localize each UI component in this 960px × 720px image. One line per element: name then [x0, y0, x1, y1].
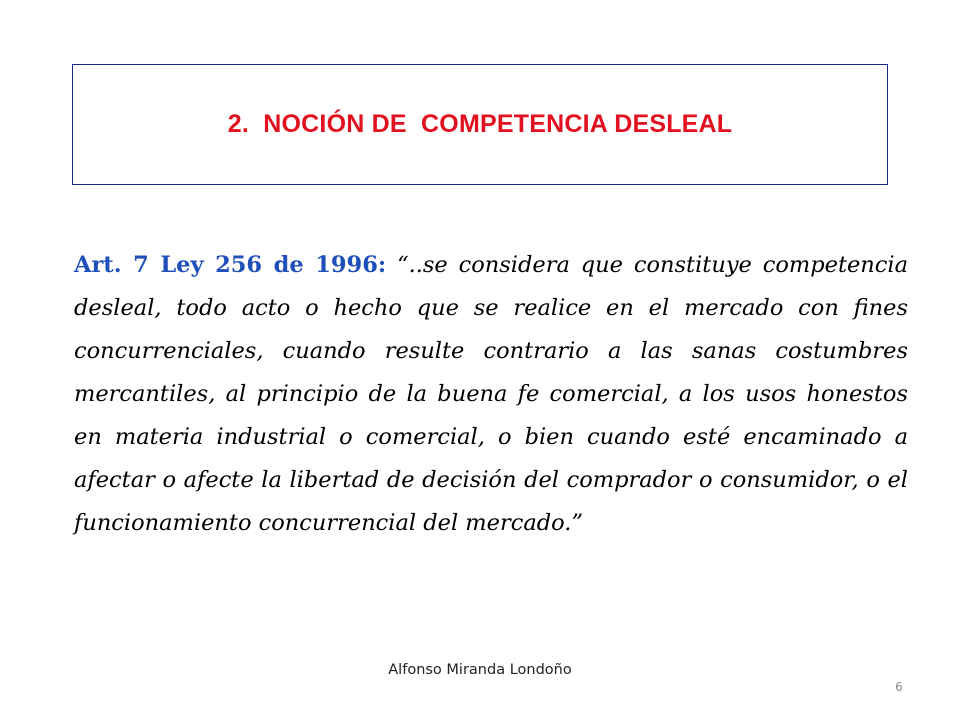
page-number: 6: [895, 680, 903, 694]
law-quote: “..se considera que constituye competencia desleal, todo acto o hecho que se realice en el mercado con fines concurrenciales, cuando resulte contrario a las sanas costumbres mercantiles, al principio de la buena fe comercial, a los usos honestos en materia industrial o comercial, o bien cuando esté encaminado a afectar o afecte la libertad de decisión del comprador o consumidor, o el funcionamiento concurrencial del mercado.”: [74, 252, 909, 536]
footer-author: Alfonso Miranda Londoño: [388, 662, 572, 678]
slide-title: 2. NOCIÓN DE COMPETENCIA DESLEAL: [227, 110, 733, 138]
article-reference: Art. 7 Ley 256 de 1996:: [74, 252, 387, 278]
title-box: [72, 64, 888, 185]
body-paragraph: [74, 244, 908, 545]
